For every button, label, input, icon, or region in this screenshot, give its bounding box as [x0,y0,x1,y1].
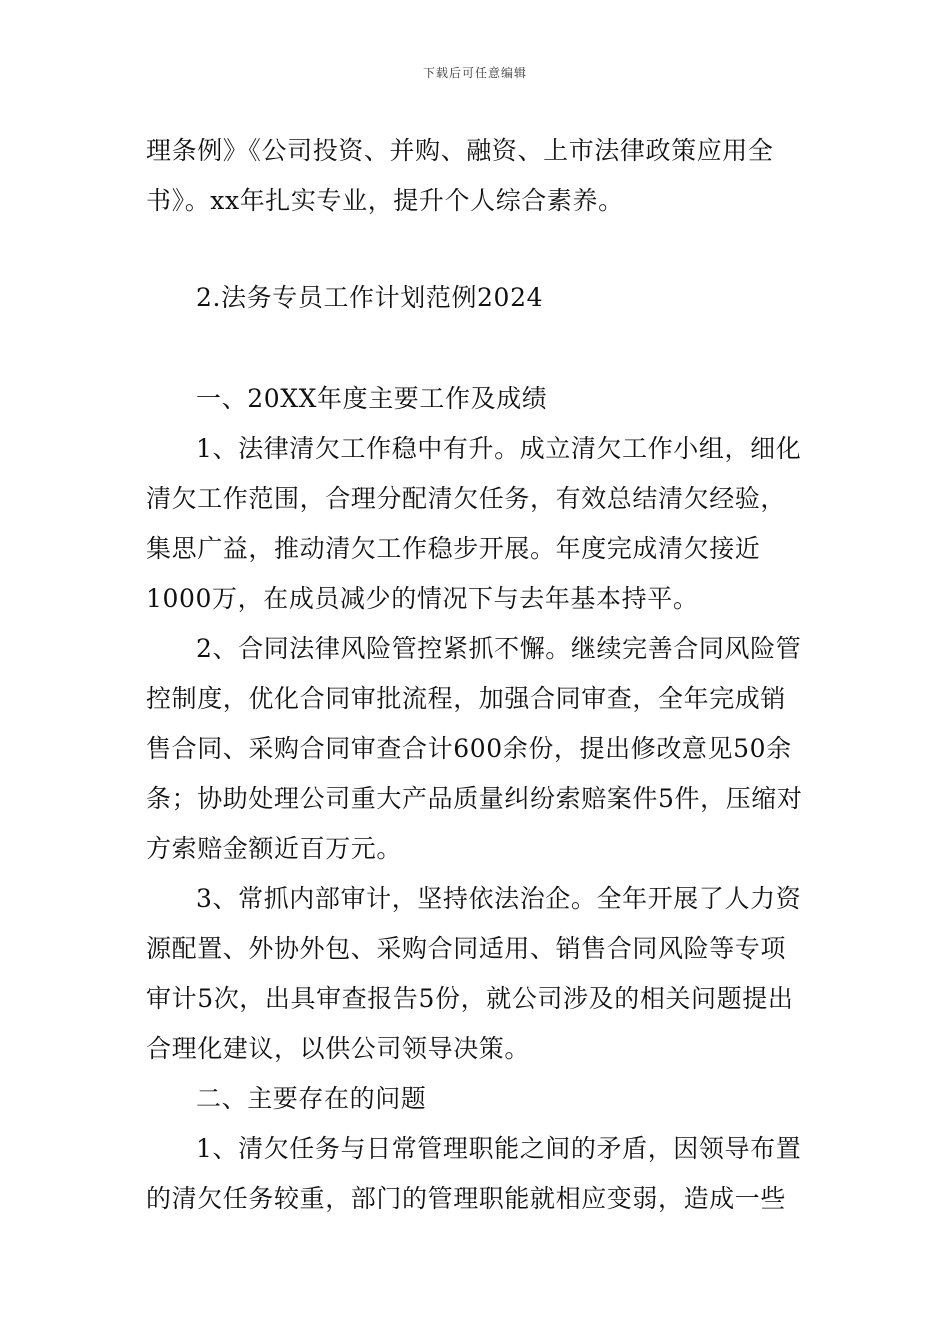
paragraph-line: 审计5次，出具审查报告5份，就公司涉及的相关问题提出 [146,984,794,1013]
paragraph-line: 方索赔金额近百万元。 [146,834,403,863]
paragraph-line: 售合同、采购合同审查合计600余份，提出修改意见50余 [146,734,792,763]
paragraph-line: 清欠工作范围，合理分配清欠任务，有效总结清欠经验， [146,484,787,513]
paragraph-line: 条；协助处理公司重大产品质量纠纷索赔案件5件，压缩对 [146,784,803,813]
section-title: 2.法务专员工作计划范例2024 [196,283,544,312]
paragraph-line: 2、合同法律风险管控紧抓不懈。继续完善合同风险管 [196,634,802,663]
paragraph-line: 合理化建议，以供公司领导决策。 [146,1034,531,1063]
paragraph-line: 集思广益，推动清欠工作稳步开展。年度完成清欠接近 [146,534,761,563]
paragraph-line: 3、常抓内部审计，坚持依法治企。全年开展了人力资 [196,884,802,913]
page-header-note: 下载后可任意编辑 [422,66,527,80]
section-heading: 二、主要存在的问题 [196,1084,427,1113]
paragraph-line: 理条例》《公司投资、并购、融资、上市法律政策应用全 [146,136,774,165]
paragraph-line: 1、清欠任务与日常管理职能之间的矛盾，因领导布置 [196,1134,802,1163]
paragraph-line: 控制度，优化合同审批流程，加强合同审查，全年完成销 [146,684,787,713]
paragraph-line: 书》。xx年扎实专业，提升个人综合素养。 [146,186,624,215]
document-body [146,126,810,1224]
paragraph-line: 1、法律清欠工作稳中有升。成立清欠工作小组，细化 [196,434,802,463]
paragraph-line: 源配置、外协外包、采购合同适用、销售合同风险等专项 [146,934,787,963]
paragraph-line: 的清欠任务较重，部门的管理职能就相应变弱，造成一些 [146,1184,787,1213]
paragraph-line: 1000万，在成员减少的情况下与去年基本持平。 [146,584,699,613]
section-heading: 一、20XX年度主要工作及成绩 [196,384,548,413]
